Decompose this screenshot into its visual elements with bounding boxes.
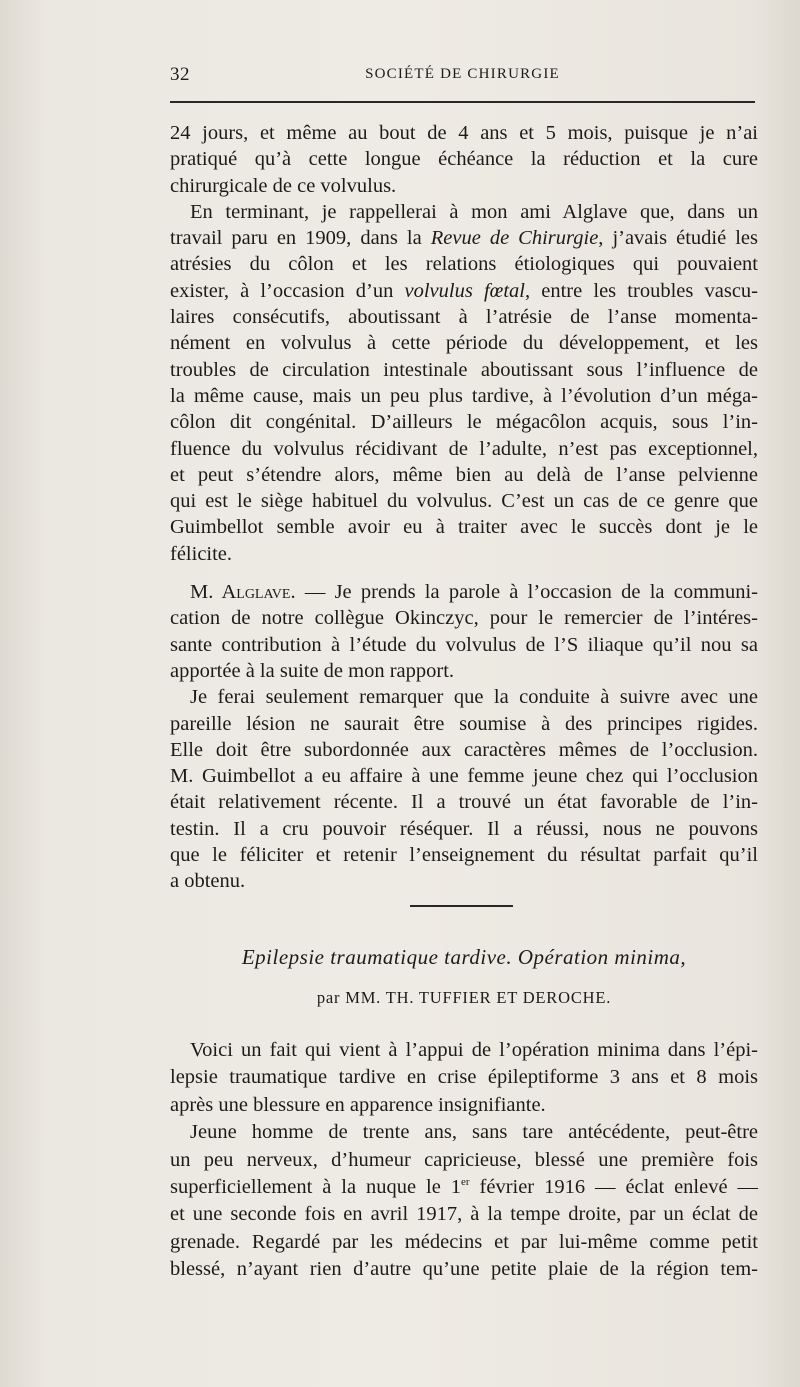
text-line: Jeune homme de trente ans, sans tare antécédente, peut-être <box>190 1121 758 1144</box>
text-line: la même cause, mais un peu plus tardive, à l’évolution d’un méga- <box>170 384 758 407</box>
text-line: troubles de circulation intestinale aboutissant sous l’influence de <box>170 358 758 381</box>
article-text <box>170 1037 758 1284</box>
text-line: testin. Il a cru pouvoir réséquer. Il a réussi, nous ne pouvons <box>170 817 758 840</box>
text-line: sante contribution à l’étude du volvulus de l’S iliaque qu’il nou sa <box>170 633 758 656</box>
speaker-line <box>170 579 758 605</box>
text-line: apportée à la suite de mon rapport. <box>170 659 455 682</box>
ordinal-superscript: er <box>461 1176 470 1189</box>
text-fragment: superficiellement à la nuque le 1 <box>170 1175 462 1198</box>
text-fragment: février 1916 — éclat enlevé — <box>469 1175 758 1198</box>
text-line: Je ferai seulement remarquer que la conduite à suivre avec une <box>190 686 758 709</box>
text-line: 24 jours, et même au bout de 4 ans et 5 mois, puisque je n’ai <box>170 122 758 144</box>
text-line: atrésies du côlon et les relations étiologiques qui pouvaient <box>170 253 758 276</box>
text-line: qui est le siège habituel du volvulus. C’est un cas de ce genre que <box>170 490 758 513</box>
text-line: lepsie traumatique tardive en crise épileptiforme 3 ans et 8 mois <box>170 1066 758 1089</box>
text-line: et une seconde fois en avril 1917, à la tempe droite, par un éclat de <box>170 1203 758 1226</box>
text-line: a obtenu. <box>170 870 246 893</box>
running-head <box>170 64 755 88</box>
text-line: côlon dit congénital. D’ailleurs le mégacôlon acquis, sous l’in- <box>170 411 758 434</box>
text-line: était relativement récente. Il a trouvé un état favorable de l’in- <box>170 791 758 814</box>
text-fragment: — Je prends la parole à l’occasion de la communi- <box>304 581 758 604</box>
text-line: exister, à l’occasion d’un volvulus fœtal, entre les troubles vascu- <box>170 279 758 302</box>
text-line: et peut s’étendre alors, même bien au delà de l’anse pelvienne <box>170 463 758 486</box>
text-line: En terminant, je rappellerai à mon ami Alglave que, dans un <box>190 200 758 223</box>
article-title: Epilepsie traumatique tardive. Opération minima, <box>241 945 687 969</box>
article-authors: par MM. TH. TUFFIER ET DEROCHE. <box>316 988 612 1007</box>
text-line <box>170 1174 758 1201</box>
text-line: travail paru en 1909, dans la Revue de Chirurgie, j’avais étudié les <box>170 227 758 250</box>
text-line: cation de notre collègue Okinczyc, pour le remercier de l’intéres- <box>170 607 758 630</box>
text-line: pareille lésion ne saurait être soumise à des principes rigides. <box>170 712 758 735</box>
text-line: blessé, n’ayant rien d’autre qu’une petite plaie de la région tem- <box>170 1258 758 1281</box>
discussion-text <box>170 120 758 895</box>
text-line: grenade. Regardé par les médecins et par lui-même comme petit <box>170 1230 758 1253</box>
text-line: après une blessure en apparence insignifiante. <box>170 1093 546 1116</box>
text-line: que le féliciter et retenir l’enseignement du résultat parfait qu’il <box>170 844 758 867</box>
text-line: Elle doit être subordonnée aux caractères mêmes de l’occlusion. <box>170 738 758 761</box>
italic-phrase: volvulus fœtal <box>404 279 525 302</box>
text-line: un peu nerveux, d’humeur capricieuse, blessé une première fois <box>170 1148 758 1171</box>
text-line: chirurgicale de ce volvulus. <box>170 174 397 197</box>
header-rule <box>170 101 755 103</box>
section-separator <box>410 905 513 907</box>
text-line: félicite. <box>170 542 233 565</box>
italic-phrase: Revue de Chirurgie <box>430 227 599 250</box>
text-line: pratiqué qu’à cette longue échéance la réduction et la cure <box>170 148 758 171</box>
journal-title: SOCIÉTÉ DE CHIRURGIE <box>365 66 560 82</box>
text-line: fluence du volvulus récidivant de l’adulte, n’est pas exceptionnel, <box>170 437 758 460</box>
text-line: Guimbellot semble avoir eu à traiter avec le succès dont je le <box>170 516 758 539</box>
speaker-name: M. Alglave. <box>190 581 296 604</box>
page-number: 32 <box>170 64 190 85</box>
text-line: nément en volvulus à cette période du développement, et les <box>170 332 758 355</box>
text-line: laires consécutifs, aboutissant à l’atrésie de l’anse momenta- <box>170 306 758 329</box>
text-line: M. Guimbellot a eu affaire à une femme jeune chez qui l’occlusion <box>170 765 758 788</box>
text-line: Voici un fait qui vient à l’appui de l’opération minima dans l’épi- <box>190 1039 758 1061</box>
